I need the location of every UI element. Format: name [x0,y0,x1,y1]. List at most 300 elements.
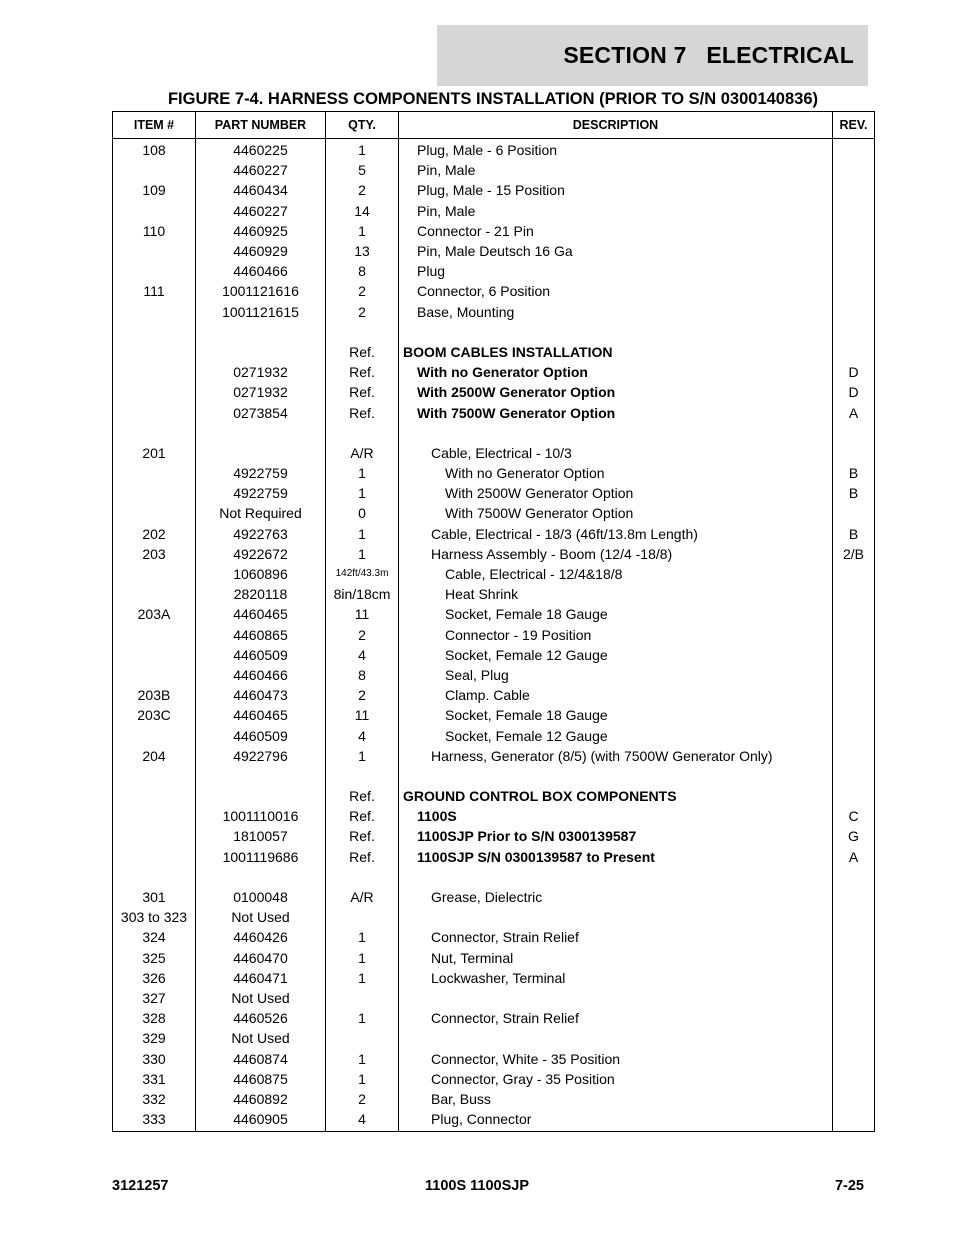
rev-cell [833,725,875,745]
qty-cell: 2 [326,180,399,200]
rev-cell: D [833,382,875,402]
part-number-cell: 4460925 [196,221,326,241]
item-number-cell: 325 [113,948,196,968]
description-cell: Cable, Electrical - 10/3 [399,443,833,463]
rev-cell [833,766,875,786]
description-cell [399,423,833,443]
item-number-cell: 303 to 323 [113,907,196,927]
qty-cell [326,988,399,1008]
table-row [113,948,875,968]
page-number: 7-25 [834,1178,864,1194]
item-number-cell [113,826,196,846]
rev-cell [833,1048,875,1068]
qty-cell: 1 [326,1048,399,1068]
rev-cell: B [833,483,875,503]
part-number-cell: Not Used [196,907,326,927]
part-number-cell: 4460225 [196,139,326,161]
description-cell: Connector, Strain Relief [399,927,833,947]
rev-cell: C [833,806,875,826]
table-row [113,302,875,322]
model-name: 1100S 1100SJP [424,1178,530,1194]
qty-cell: 5 [326,160,399,180]
table-row [113,160,875,180]
table-row [113,423,875,443]
description-cell: Connector - 21 Pin [399,221,833,241]
qty-cell [326,867,399,887]
item-number-cell: 203B [113,685,196,705]
qty-cell: 8 [326,261,399,281]
qty-cell [326,907,399,927]
rev-cell [833,180,875,200]
qty-cell: 1 [326,139,399,161]
qty-cell: 4 [326,725,399,745]
description-cell: With 7500W Generator Option [399,402,833,422]
qty-cell [326,766,399,786]
rev-cell [833,887,875,907]
description-cell: With 2500W Generator Option [399,483,833,503]
rev-cell: G [833,826,875,846]
qty-cell: 4 [326,645,399,665]
rev-cell [833,1028,875,1048]
qty-cell: Ref. [326,362,399,382]
table-row [113,1048,875,1068]
rev-cell: A [833,402,875,422]
part-number-cell: 1060896 [196,564,326,584]
description-cell: Lockwasher, Terminal [399,968,833,988]
column-header-qty: QTY. [326,112,399,139]
item-number-cell: 324 [113,927,196,947]
description-cell [399,988,833,1008]
table-row [113,281,875,301]
rev-cell [833,604,875,624]
description-cell: Cable, Electrical - 18/3 (46ft/13.8m Length) [399,524,833,544]
description-cell: Plug [399,261,833,281]
part-number-cell: 0273854 [196,402,326,422]
item-number-cell: 203A [113,604,196,624]
description-cell [399,322,833,342]
item-number-cell [113,625,196,645]
description-cell: Base, Mounting [399,302,833,322]
part-number-cell: 4460874 [196,1048,326,1068]
qty-cell: 4 [326,1109,399,1132]
table-row [113,402,875,422]
part-number-cell: 4460892 [196,1089,326,1109]
qty-cell: Ref. [326,382,399,402]
table-row [113,806,875,826]
table-row [113,1069,875,1089]
table-body [113,139,875,1132]
section-header [437,25,868,86]
description-cell: 1100SJP S/N 0300139587 to Present [399,847,833,867]
table-row [113,201,875,221]
part-number-cell: 4922672 [196,544,326,564]
table-row [113,261,875,281]
description-cell: Socket, Female 18 Gauge [399,705,833,725]
item-number-cell [113,261,196,281]
qty-cell: A/R [326,443,399,463]
qty-cell: 1 [326,948,399,968]
part-number-cell: 4922763 [196,524,326,544]
part-number-cell: 0271932 [196,382,326,402]
qty-cell: Ref. [326,786,399,806]
rev-cell: 2/B [833,544,875,564]
rev-cell [833,988,875,1008]
table-row [113,322,875,342]
part-number-cell: Not Used [196,988,326,1008]
item-number-cell [113,584,196,604]
item-number-cell [113,241,196,261]
qty-cell: 2 [326,281,399,301]
part-number-cell [196,423,326,443]
part-number-cell: 4460227 [196,160,326,180]
table-row [113,907,875,927]
description-cell: Plug, Connector [399,1109,833,1132]
item-number-cell: 204 [113,746,196,766]
item-number-cell: 301 [113,887,196,907]
column-header-description: DESCRIPTION [399,112,833,139]
rev-cell [833,968,875,988]
description-cell: Plug, Male - 6 Position [399,139,833,161]
rev-cell [833,281,875,301]
part-number-cell [196,443,326,463]
part-number-cell: 4460875 [196,1069,326,1089]
part-number-cell: 4460470 [196,948,326,968]
description-cell: Socket, Female 12 Gauge [399,645,833,665]
rev-cell [833,867,875,887]
rev-cell [833,948,875,968]
rev-cell [833,746,875,766]
description-cell: With no Generator Option [399,362,833,382]
table-row [113,180,875,200]
qty-cell: Ref. [326,847,399,867]
qty-cell: Ref. [326,826,399,846]
table-row [113,564,875,584]
item-number-cell: 203 [113,544,196,564]
item-number-cell [113,463,196,483]
qty-cell: 1 [326,524,399,544]
part-number-cell: 4460227 [196,201,326,221]
qty-cell: Ref. [326,806,399,826]
item-number-cell [113,362,196,382]
rev-cell [833,221,875,241]
item-number-cell: 108 [113,139,196,161]
table-row [113,1008,875,1028]
qty-cell [326,1028,399,1048]
qty-cell: 8 [326,665,399,685]
table-row [113,927,875,947]
rev-cell [833,584,875,604]
qty-cell: 2 [326,1089,399,1109]
table-row [113,463,875,483]
qty-cell: 1 [326,968,399,988]
rev-cell [833,1109,875,1132]
qty-cell [326,423,399,443]
qty-cell: 2 [326,625,399,645]
qty-cell: 1 [326,1008,399,1028]
table-row [113,483,875,503]
item-number-cell: 332 [113,1089,196,1109]
table-row [113,625,875,645]
table-row [113,826,875,846]
rev-cell: B [833,463,875,483]
item-number-cell [113,402,196,422]
table-row [113,847,875,867]
description-cell: Bar, Buss [399,1089,833,1109]
description-cell: Plug, Male - 15 Position [399,180,833,200]
description-cell: Heat Shrink [399,584,833,604]
rev-cell [833,1008,875,1028]
description-cell: Harness, Generator (8/5) (with 7500W Generator Only) [399,746,833,766]
description-cell: Nut, Terminal [399,948,833,968]
rev-cell [833,705,875,725]
part-number-cell [196,786,326,806]
qty-cell: 0 [326,503,399,523]
description-cell: Socket, Female 12 Gauge [399,725,833,745]
item-number-cell [113,564,196,584]
part-number-cell: 0271932 [196,362,326,382]
part-number-cell: 4460426 [196,927,326,947]
table-row [113,604,875,624]
part-number-cell: 4460466 [196,665,326,685]
rev-cell [833,564,875,584]
part-number-cell: 1001110016 [196,806,326,826]
rev-cell [833,1069,875,1089]
description-cell: Grease, Dielectric [399,887,833,907]
rev-cell [833,685,875,705]
part-number-cell: 4460509 [196,725,326,745]
table-row [113,645,875,665]
rev-cell [833,139,875,161]
part-number-cell: 4460905 [196,1109,326,1132]
part-number-cell: 4460465 [196,604,326,624]
item-number-cell: 327 [113,988,196,1008]
part-number-cell: 4460434 [196,180,326,200]
table-row [113,382,875,402]
description-cell [399,766,833,786]
table-row [113,584,875,604]
part-number-cell: Not Required [196,503,326,523]
item-number-cell [113,423,196,443]
part-number-cell [196,322,326,342]
item-number-cell: 328 [113,1008,196,1028]
description-cell: 1100SJP Prior to S/N 0300139587 [399,826,833,846]
qty-cell: 1 [326,221,399,241]
qty-cell: 2 [326,302,399,322]
qty-cell: 1 [326,1069,399,1089]
part-number-cell: 1001121615 [196,302,326,322]
table-row [113,544,875,564]
rev-cell: A [833,847,875,867]
rev-cell [833,423,875,443]
rev-cell [833,786,875,806]
table-row [113,786,875,806]
table-row [113,1109,875,1132]
item-number-cell: 202 [113,524,196,544]
table-row [113,221,875,241]
description-cell [399,867,833,887]
part-number-cell: Not Used [196,1028,326,1048]
parts-table [112,111,875,1132]
rev-cell [833,907,875,927]
part-number-cell: 1810057 [196,826,326,846]
rev-cell [833,645,875,665]
table-row [113,685,875,705]
table-row [113,705,875,725]
item-number-cell [113,867,196,887]
part-number-cell: 4460466 [196,261,326,281]
qty-cell: 1 [326,927,399,947]
qty-cell: 14 [326,201,399,221]
description-cell: Pin, Male Deutsch 16 Ga [399,241,833,261]
qty-cell: 11 [326,604,399,624]
item-number-cell [113,201,196,221]
description-cell: Connector, White - 35 Position [399,1048,833,1068]
qty-cell: 1 [326,746,399,766]
part-number-cell: 4922796 [196,746,326,766]
table-row [113,725,875,745]
qty-cell [326,322,399,342]
qty-cell: Ref. [326,342,399,362]
description-cell: GROUND CONTROL BOX COMPONENTS [399,786,833,806]
description-cell: Pin, Male [399,160,833,180]
rev-cell [833,443,875,463]
item-number-cell: 329 [113,1028,196,1048]
description-cell: Pin, Male [399,201,833,221]
item-number-cell: 111 [113,281,196,301]
description-cell: Cable, Electrical - 12/4&18/8 [399,564,833,584]
part-number-cell: 4922759 [196,463,326,483]
description-cell: 1100S [399,806,833,826]
description-cell [399,1028,833,1048]
qty-cell: A/R [326,887,399,907]
part-number-cell: 4460465 [196,705,326,725]
figure-title: FIGURE 7-4. HARNESS COMPONENTS INSTALLATION (PRIOR TO S/N 0300140836) [167,90,819,108]
column-header-item: ITEM # [113,112,196,139]
description-cell: BOOM CABLES INSTALLATION [399,342,833,362]
document-number: 3121257 [112,1178,169,1194]
table-row [113,524,875,544]
rev-cell [833,342,875,362]
part-number-cell: 2820118 [196,584,326,604]
item-number-cell [113,665,196,685]
rev-cell [833,160,875,180]
item-number-cell: 203C [113,705,196,725]
table-row [113,503,875,523]
rev-cell [833,241,875,261]
description-cell: Clamp. Cable [399,685,833,705]
item-number-cell: 110 [113,221,196,241]
item-number-cell [113,645,196,665]
item-number-cell [113,322,196,342]
qty-cell: Ref. [326,402,399,422]
item-number-cell: 201 [113,443,196,463]
part-number-cell: 1001119686 [196,847,326,867]
table-row [113,443,875,463]
qty-cell: 2 [326,685,399,705]
item-number-cell [113,806,196,826]
description-cell: With 7500W Generator Option [399,503,833,523]
rev-cell [833,503,875,523]
part-number-cell: 4460865 [196,625,326,645]
item-number-cell [113,302,196,322]
description-cell: Seal, Plug [399,665,833,685]
table-row [113,746,875,766]
description-cell: With no Generator Option [399,463,833,483]
table-row [113,766,875,786]
table-header-row [113,112,875,139]
description-cell: Connector, 6 Position [399,281,833,301]
rev-cell [833,1089,875,1109]
rev-cell [833,261,875,281]
item-number-cell [113,766,196,786]
table-row [113,665,875,685]
description-cell: Harness Assembly - Boom (12/4 -18/8) [399,544,833,564]
table-row [113,362,875,382]
table-row [113,867,875,887]
item-number-cell [113,382,196,402]
part-number-cell: 4460471 [196,968,326,988]
description-cell: Socket, Female 18 Gauge [399,604,833,624]
qty-cell: 11 [326,705,399,725]
item-number-cell: 331 [113,1069,196,1089]
part-number-cell: 4460526 [196,1008,326,1028]
item-number-cell [113,847,196,867]
item-number-cell: 330 [113,1048,196,1068]
column-header-part-number: PART NUMBER [196,112,326,139]
table-row [113,342,875,362]
item-number-cell [113,342,196,362]
part-number-cell: 4460473 [196,685,326,705]
item-number-cell [113,786,196,806]
description-cell: Connector, Gray - 35 Position [399,1069,833,1089]
rev-cell [833,927,875,947]
rev-cell: B [833,524,875,544]
item-number-cell [113,160,196,180]
part-number-cell: 4460929 [196,241,326,261]
item-number-cell [113,503,196,523]
part-number-cell: 4460509 [196,645,326,665]
item-number-cell: 326 [113,968,196,988]
table-row [113,887,875,907]
qty-cell: 13 [326,241,399,261]
part-number-cell [196,867,326,887]
item-number-cell [113,725,196,745]
table-row [113,1028,875,1048]
part-number-cell [196,766,326,786]
rev-cell: D [833,362,875,382]
qty-cell: 1 [326,483,399,503]
rev-cell [833,201,875,221]
rev-cell [833,665,875,685]
part-number-cell: 1001121616 [196,281,326,301]
table-row [113,1089,875,1109]
description-cell: Connector - 19 Position [399,625,833,645]
table-row [113,968,875,988]
qty-cell: 1 [326,544,399,564]
column-header-rev: REV. [833,112,875,139]
rev-cell [833,302,875,322]
rev-cell [833,322,875,342]
item-number-cell [113,483,196,503]
rev-cell [833,625,875,645]
item-number-cell: 333 [113,1109,196,1132]
qty-cell: 142ft/43.3m [326,564,399,584]
description-cell: With 2500W Generator Option [399,382,833,402]
table-row [113,139,875,161]
item-number-cell: 109 [113,180,196,200]
description-cell: Connector, Strain Relief [399,1008,833,1028]
part-number-cell: 0100048 [196,887,326,907]
